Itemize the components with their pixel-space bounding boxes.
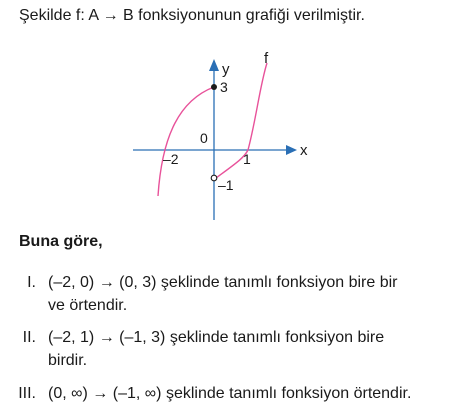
function-label: f [264,50,269,67]
tick-label-x-1: 1 [243,151,251,167]
intro-text: Şekilde f: A → B fonksiyonunun grafiği verilmiştir. [19,7,365,24]
x-axis-arrow [286,145,297,155]
statement-number: I. [27,274,36,291]
x-axis-label: x [300,142,308,159]
statement-line-2: birdir. [48,352,88,369]
statement-line-1: (–2, 1) → (–1, 3) şeklinde tanımlı fonksiyon bire [48,329,385,346]
filled-point [211,84,217,90]
tick-label-y-neg1: –1 [218,177,234,193]
y-axis-arrow [209,59,219,71]
open-point [211,175,217,181]
y-axis-label: y [222,61,230,78]
statement-number: II. [22,329,36,346]
statement-number: III. [18,385,36,402]
tick-label-x-neg2: –2 [163,151,179,167]
statement-line-2: ve örtendir. [48,297,128,314]
question-lead: Buna göre, [19,233,103,250]
statement-line-1: (0, ∞) → (–1, ∞) şeklinde tanımlı fonksiyon örtendir. [48,385,412,402]
tick-label-y-3: 3 [220,79,228,95]
statement-line-1: (–2, 0) → (0, 3) şeklinde tanımlı fonksiyon bire bir [48,274,398,291]
origin-label: 0 [200,130,208,146]
